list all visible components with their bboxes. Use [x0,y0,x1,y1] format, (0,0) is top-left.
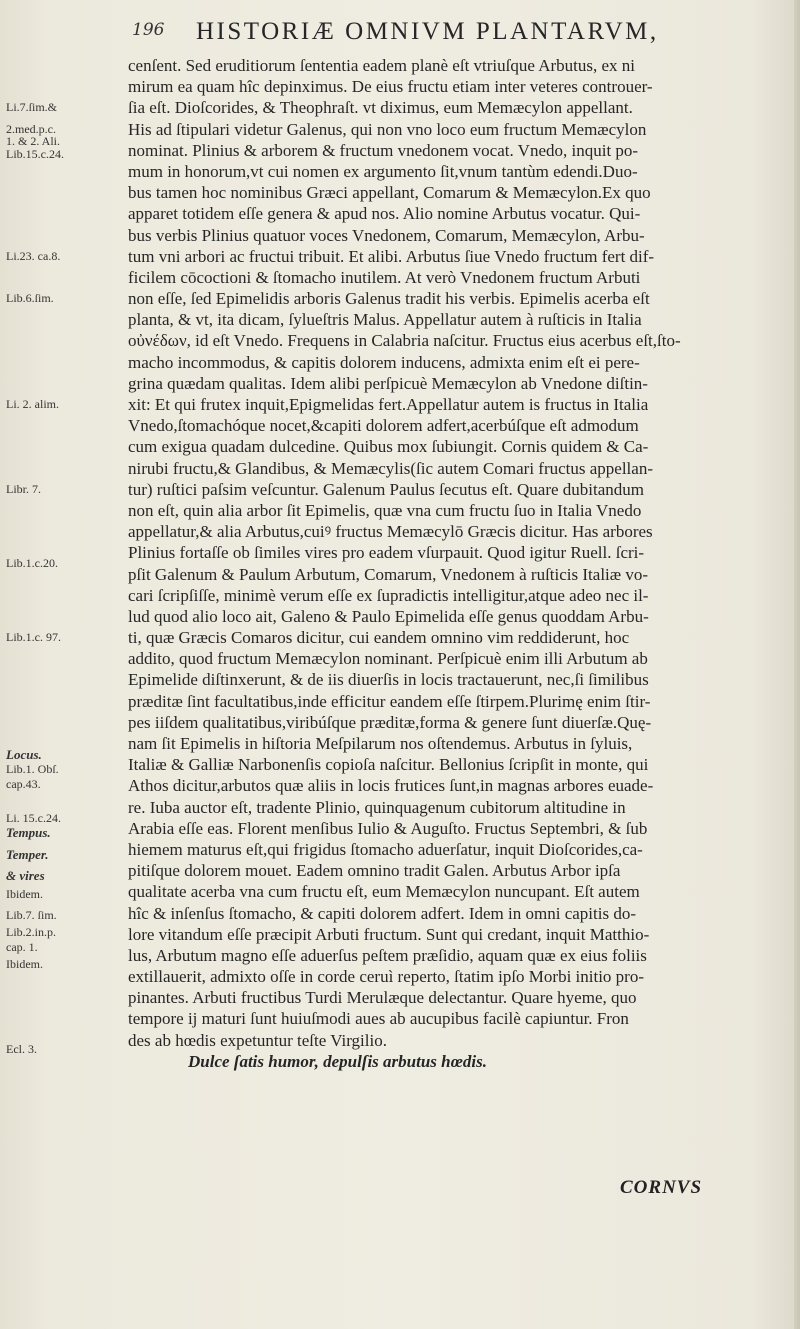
text-line: οὐνέδων, id eſt Vnedo. Frequens in Calabria naſcitur. Fructus eius acerbus eſt,ſto- [128,331,681,351]
text-line: ſia eſt. Dioſcorides, & Theophraſt. vt diximus, eum Memæcylon appellant. [128,98,633,118]
margin-note: Lib.6.ſim. [6,291,54,306]
text-line: hiemem maturus eſt,qui frigidus ſtomacho aduerſatur, inquit Dioſcorides,ca- [128,839,643,859]
text-line: cenſent. Sed eruditiorum ſententia eadem planè eſt vtriuſque Arbutus, ex ni [128,56,636,75]
margin-note: Lib.7. ſim. [6,908,57,923]
text-line: des ab hœdis expetuntur teſte Virgilio. [128,1030,387,1050]
text-line: lus, Arbutum magno eſſe aduerſus peſtem præſidio, aquam quæ ex eius foliis [128,945,647,965]
text-line: non eſſe, ſed Epimelidis arboris Galenus tradit his verbis. Epimelis acerba eſt [128,289,650,309]
text-line: pinantes. Arbuti fructibus Turdi Merulæque delectantur. Quare hyeme, quo [128,988,637,1008]
margin-note: Lib.1.c. 97. [6,630,61,645]
text-line: His ad ſtipulari videtur Galenus, qui non vno loco eum fructum Memæcylon [128,119,647,139]
text-line: tum vni arbori ac fructui tribuit. Et alibi. Arbutus ſiue Vnedo fructum fert dif- [128,246,655,266]
text-line: mirum ea quam hîc depinximus. De eius fructu etiam inter veteres controuer- [128,77,653,97]
margin-note: cap. 1. [6,939,38,954]
text-line: xit: Et qui frutex inquit,Epigmelidas fert.Appellatur autem is fructus in Italia [128,395,649,414]
text-line: bus tamen hoc nominibus Græci appellant, Comarum & Memæcylon.Ex quo [128,183,651,203]
margin-note: & vires [6,867,45,883]
page-edge [794,0,800,1329]
text-line: lore vitandum eſſe præcipit Arbuti fructum. Sunt qui credant, inquit Matthio- [128,924,650,944]
text-line: pitiſque dolorem mouet. Eadem omnino tradit Galen. Arbutus Arbor ipſa [128,861,621,881]
margin-note: Lib.1.c.20. [6,556,58,571]
text-line: re. Iuba auctor eſt, tradente Plinio, quinquagenum cubitorum altitudine in [128,797,626,817]
text-line: nirubi fructu,& Glandibus, & Memæcylis(ſic autem Comari fructus appellan- [128,458,653,478]
text-line: tur) ruſtici paſsim veſcuntur. Galenum Paulus ſecutus eſt. Quare dubitandum [128,479,645,499]
text-line: Arabia eſſe eas. Florent menſibus Iulio & Auguſto. Fructus Septembri, & ſub [128,818,648,838]
margin-note: Ibidem. [6,956,43,971]
text-line: extillauerit, admixto oſſe in corde ceruì reperto, ſtatim ipſo Morbi initio pro- [128,967,645,987]
margin-note: Li. 2. alim. [6,397,59,412]
text-line: Plinius fortaſſe ob ſimiles vires pro eadem vſurpauit. Quod igitur Ruell. ſcri- [128,543,645,563]
margin-note: Lib.15.c.24. [6,147,64,162]
margin-note: Lib.1. Obſ. [6,761,59,776]
text-line: Italiæ & Galliæ Narbonenſis copioſa naſcitur. Bellonius ſcripſit in monte, qui [128,755,649,775]
text-line: non eſt, quin alia arbor ſit Epimelis, quæ vna cum fructu ſuo in Italia Vnedo [128,500,642,520]
text-line: præditæ ſint facultatibus,inde efficitur eandem eſſe ſtirpem.Plurimę enim ſtir- [128,691,651,711]
text-line: hîc & inſenſus ſtomacho, & capiti dolorem adfert. Idem in omni capitis do- [128,903,636,923]
text-line: qualitate acerba vna cum fructu eſt, eum Memæcylon nuncupant. Eſt autem [128,882,640,902]
margin-note: Lib.2.in.p. [6,925,56,940]
page-number: 196 [132,20,165,40]
margin-note: Libr. 7. [6,482,41,496]
margin-note: Li.23. ca.8. [6,248,61,263]
text-line: cum exigua quadam dulcedine. Quibus mox ſubiungit. Cornis quidem & Ca- [128,437,649,457]
text-line: cari ſcripſiſſe, minimè verum eſſe ex ſupradictis intelligitur,atque adeo nec il- [128,585,649,605]
margin-note: cap.43. [6,776,41,791]
text-line: planta, & vt, ita dicam, ſylueſtris Malus. Appellatur autem à ruſticis in Italia [128,310,642,330]
verse-quotation: Dulce ſatis humor, depulſis arbutus hœdis. [188,1051,487,1071]
text-line: pſit Galenum & Paulum Arbutum, Comarum, Vnedonem à ruſticis Italiæ vo- [128,564,649,584]
text-line: pes iiſdem qualitatibus,viribúſque præditæ,forma & genere ſunt diuerſæ.Quę- [128,712,652,732]
margin-note: Ecl. 3. [6,1041,37,1056]
text-line: bus verbis Plinius quatuor voces Vnedonem, Comarum, Memæcylon, Arbu- [128,225,645,245]
text-line: Epimelide diſtinxerunt, & de iis diuerſis in locis tractauerunt, nec,ſi ſimilibus [128,670,649,690]
margin-note: Ibidem. [6,886,43,901]
margin-note: 2.med.p.c. [6,121,56,136]
text-line: macho incommodus, & capitis dolorem inducens, admixta enim eſt ei pere- [128,352,640,372]
text-line: mum in honorum,vt cui nomen ex argumento ſit,vnum tantùm edendi.Duo- [128,161,638,181]
margin-note: Temper. [6,846,49,862]
margin-note: Tempus. [6,825,51,841]
text-line: addito, quod fructum Memæcylon nominant. Perſpicuè enim illi Arbutum ab [128,649,648,669]
text-line: tempore ij maturi ſunt huiuſmodi aues ab aucupibus facilè capiuntur. Fron [128,1009,629,1029]
text-line: Athos dicitur,arbutos quæ aliis in locis frutices ſunt,in magnas arbores euade- [128,776,654,796]
text-line: appellatur,& alia Arbutus,cuiꝰ fructus Memæcylō Græcis dicitur. Has arbores [128,522,653,542]
text-line: apparet totidem eſſe genera & apud nos. Alio nomine Arbutus vocatur. Qui- [128,204,641,224]
text-line: ti, quæ Græcis Comaros dicitur, cui eandem omnino vim reddiderunt, hoc [128,628,630,648]
margin-note: Locus. [6,747,42,762]
body-text [128,55,768,1072]
text-line: lud quod alio loco ait, Galeno & Paulo Epimelida eſſe genus quoddam Arbu- [128,606,649,626]
catchword: CORNVS [620,1177,703,1198]
text-line: nominat. Plinius & arborem & fructum vnedonem vocat. Vnedo, inquit po- [128,140,639,160]
text-line: grina quædam qualitas. Idem alibi perſpicuè Memæcylon ab Vnedone diſtin- [128,373,648,393]
running-head: HISTORIÆ OMNIVM PLANTARVM, [196,18,659,45]
text-line: Vnedo,ſtomachóque nocet,&capiti dolorem adfert,acerbúſque eſt admodum [128,416,639,436]
margin-note: Li. 15.c.24. [6,810,61,825]
margin-note: 1. & 2. Ali. [6,134,61,149]
text-line: nam ſit Epimelis in hiſtoria Meſpilarum nos oſtendemus. Arbutus in ſyluis, [128,734,633,753]
text-line: ficilem cōcoctioni & ſtomacho inutilem. At verò Vnedonem fructum Arbuti [128,267,641,287]
margin-note: Li.7.ſim.& [6,100,57,115]
